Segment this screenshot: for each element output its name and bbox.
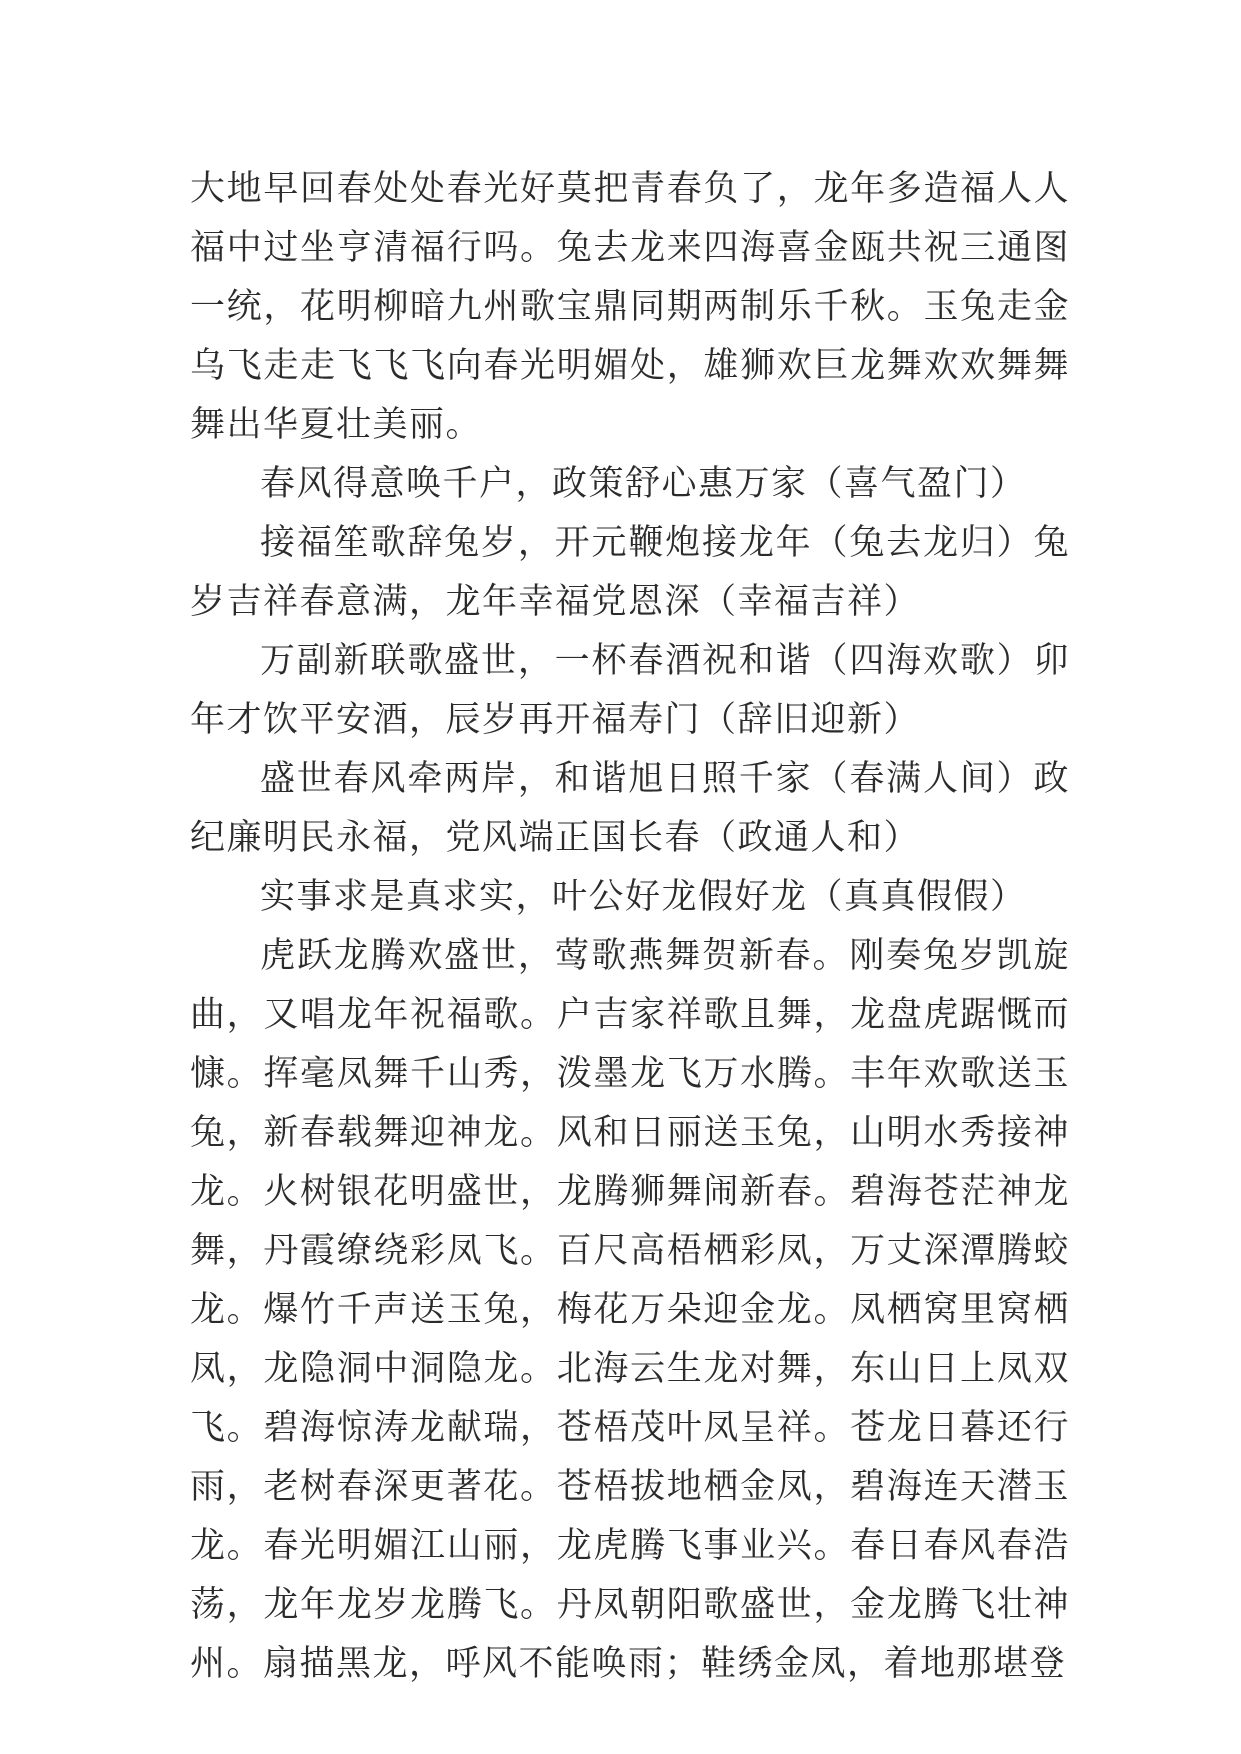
- paragraph-couplet-1: 春风得意唤千户，政策舒心惠万家（喜气盈门）: [260, 464, 1027, 504]
- paragraph-couplet-3: 万副新联歌盛世，一杯春酒祝和谐（四海欢歌）卯年才饮平安酒，辰岁再开福寿门（辞旧迎新）: [190, 641, 1070, 740]
- document-body: [190, 160, 1070, 1694]
- paragraph-couplet-5: 实事求是真求实，叶公好龙假好龙（真真假假）: [260, 877, 1027, 917]
- paragraph-couplet-4: 盛世春风牵两岸，和谐旭日照千家（春满人间）政纪廉明民永福，党风端正国长春（政通人和）: [190, 759, 1070, 858]
- paragraph-continuation: 大地早回春处处春光好莫把青春负了，龙年多造福人人福中过坐亨清福行吗。兔去龙来四海喜金瓯共祝三通图一统，花明柳暗九州歌宝鼎同期两制乐千秋。玉兔走金乌飞走走飞飞飞向春光明媚处，雄狮欢巨龙舞欢欢舞舞舞出华夏壮美丽。: [190, 169, 1070, 445]
- paragraph-couplet-2: 接福笙歌辞兔岁，开元鞭炮接龙年（兔去龙归）兔岁吉祥春意满，龙年幸福党恩深（幸福吉祥）: [190, 523, 1070, 622]
- paragraph-couplet-collection: 虎跃龙腾欢盛世，莺歌燕舞贺新春。刚奏兔岁凯旋曲，又唱龙年祝福歌。户吉家祥歌且舞，龙盘虎踞慨而慷。挥毫凤舞千山秀，泼墨龙飞万水腾。丰年欢歌送玉兔，新春载舞迎神龙。风和日丽送玉兔，山明水秀接神龙。火树银花明盛世，龙腾狮舞闹新春。碧海苍茫神龙舞，丹霞缭绕彩凤飞。百尺高梧栖彩凤，万丈深潭腾蛟龙。爆竹千声送玉兔，梅花万朵迎金龙。凤栖窝里窝栖凤，龙隐洞中洞隐龙。北海云生龙对舞，东山日上凤双飞。碧海惊涛龙献瑞，苍梧茂叶凤呈祥。苍龙日暮还行雨，老树春深更著花。苍梧拔地栖金凤，碧海连天潜玉龙。春光明媚江山丽，龙虎腾飞事业兴。春日春风春浩荡，龙年龙岁龙腾飞。丹凤朝阳歌盛世，金龙腾飞壮神州。扇描黑龙，呼风不能唤雨；鞋绣金凤，着地那堪登: [190, 936, 1070, 1684]
